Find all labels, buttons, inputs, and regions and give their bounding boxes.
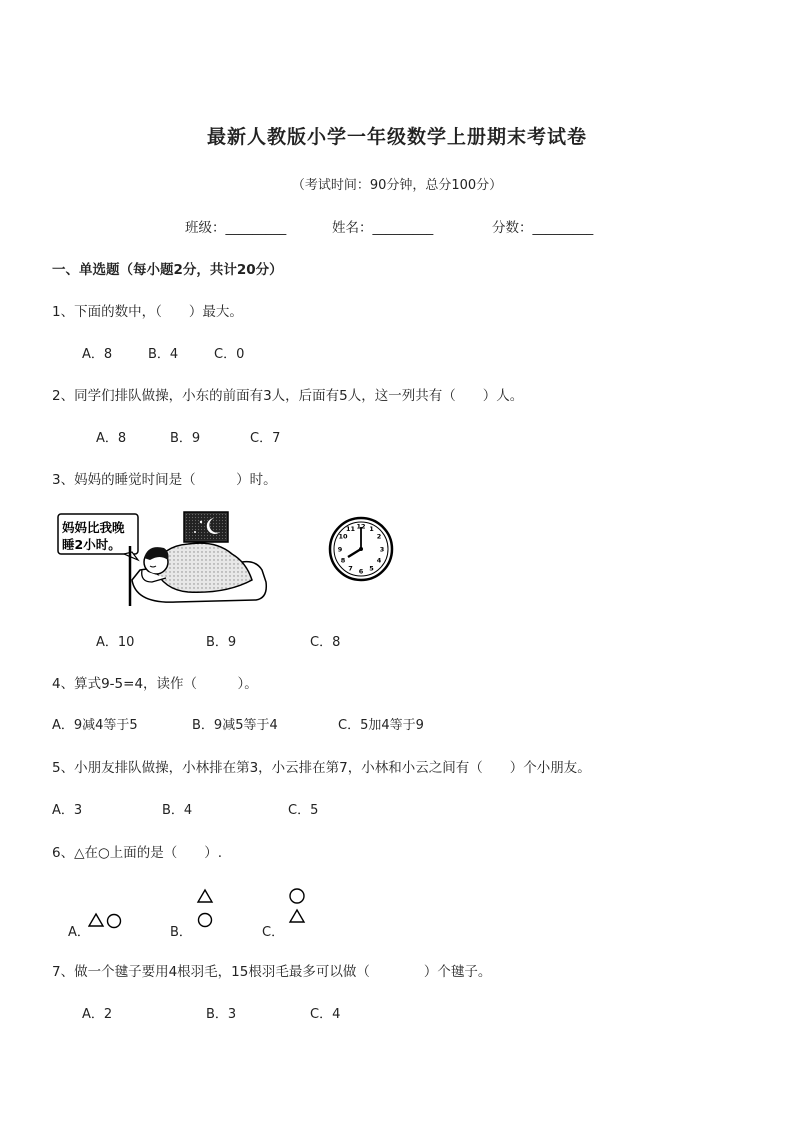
q1-option-a[interactable]: A．8 bbox=[82, 347, 113, 362]
q3-option-c[interactable]: C．8 bbox=[310, 635, 341, 650]
svg-text:12: 12 bbox=[356, 522, 366, 531]
svg-text:1: 1 bbox=[369, 525, 374, 533]
q4-option-a[interactable]: A．9减4等于5 bbox=[52, 718, 138, 733]
q5-option-c[interactable]: C．5 bbox=[288, 803, 319, 818]
q7-option-b[interactable]: B．3 bbox=[206, 1007, 237, 1022]
q6-option-b[interactable]: B． bbox=[170, 925, 192, 940]
q6-option-a[interactable]: A． bbox=[68, 925, 90, 940]
circle-above-triangle-icon bbox=[288, 886, 306, 928]
q3-option-b[interactable]: B．9 bbox=[206, 635, 237, 650]
bubble-line-1: 妈妈比我晚 bbox=[62, 520, 125, 535]
question-6: 6、△在○上面的是（ ）. bbox=[52, 845, 223, 861]
svg-text:5: 5 bbox=[369, 564, 374, 573]
triangle-circle-side-icon bbox=[88, 912, 124, 930]
svg-text:9: 9 bbox=[337, 545, 343, 554]
score-field[interactable]: 分数：_________ bbox=[492, 220, 594, 236]
q3-option-a[interactable]: A．10 bbox=[96, 635, 135, 650]
clock-icon bbox=[328, 516, 394, 582]
svg-text:3: 3 bbox=[379, 545, 385, 554]
q1-option-b[interactable]: B．4 bbox=[148, 347, 179, 362]
q2-option-c[interactable]: C．7 bbox=[250, 431, 281, 446]
q5-option-a[interactable]: A．3 bbox=[52, 803, 83, 818]
triangle-above-circle-icon bbox=[196, 888, 214, 930]
svg-text:11: 11 bbox=[345, 525, 356, 533]
question-7: 7、做一个毽子要用4根羽毛，15根羽毛最多可以做（ ）个毽子。 bbox=[52, 964, 492, 980]
bedtime-illustration bbox=[56, 510, 272, 610]
q7-option-c[interactable]: C．4 bbox=[310, 1007, 341, 1022]
svg-text:2: 2 bbox=[376, 532, 382, 541]
q6-option-c[interactable]: C． bbox=[262, 925, 285, 940]
page-title: 最新人教版小学一年级数学上册期末考试卷 bbox=[206, 126, 587, 148]
q4-option-b[interactable]: B．9减5等于4 bbox=[192, 718, 278, 733]
q7-option-a[interactable]: A．2 bbox=[82, 1007, 113, 1022]
svg-text:4: 4 bbox=[376, 556, 382, 565]
q2-option-b[interactable]: B．9 bbox=[170, 431, 201, 446]
q5-option-b[interactable]: B．4 bbox=[162, 803, 193, 818]
bubble-line-2: 睡2小时。 bbox=[62, 537, 121, 552]
name-field[interactable]: 姓名：_________ bbox=[332, 220, 434, 236]
q4-option-c[interactable]: C．5加4等于9 bbox=[338, 718, 424, 733]
section-heading: 一、单选题（每小题2分，共计20分） bbox=[52, 262, 283, 278]
q1-option-c[interactable]: C．0 bbox=[214, 347, 245, 362]
svg-text:6: 6 bbox=[358, 567, 364, 576]
question-3: 3、妈妈的睡觉时间是（ ）时。 bbox=[52, 472, 277, 488]
svg-text:8: 8 bbox=[340, 556, 346, 565]
question-1: 1、下面的数中，（ ）最大。 bbox=[52, 304, 243, 320]
question-5: 5、小朋友排队做操，小林排在第3，小云排在第7，小林和小云之间有（ ）个小朋友。 bbox=[52, 760, 591, 776]
svg-text:7: 7 bbox=[348, 564, 353, 573]
class-field[interactable]: 班级：_________ bbox=[185, 220, 287, 236]
q2-option-a[interactable]: A．8 bbox=[96, 431, 127, 446]
question-4: 4、算式9-5=4，读作（ ）。 bbox=[52, 676, 258, 692]
blanket bbox=[154, 543, 252, 592]
svg-text:10: 10 bbox=[338, 532, 348, 541]
exam-subtitle: （考试时间：90分钟，总分100分） bbox=[291, 178, 503, 193]
question-2: 2、同学们排队做操，小东的前面有3人，后面有5人，这一列共有（ ）人。 bbox=[52, 388, 524, 404]
